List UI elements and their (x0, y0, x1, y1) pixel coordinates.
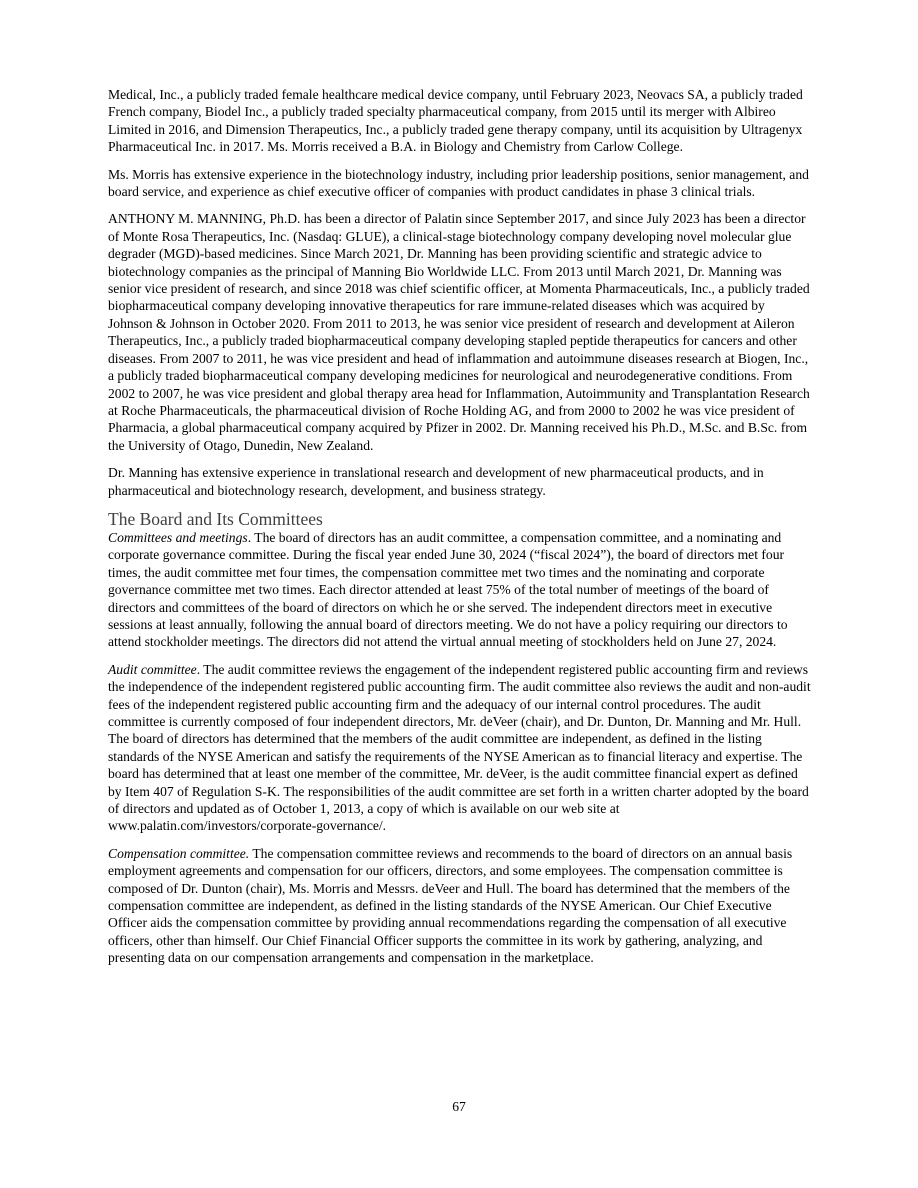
paragraph-manning-bio: ANTHONY M. MANNING, Ph.D. has been a director of Palatin since September 2017, and since July 2023 has been a director of Monte Rosa Therapeutics, Inc. (Nasdaq: GLUE), a clinical-stage biotechnology company developing novel molecular glue degrader (MGD)-based medicines. Since March 2021, Dr. Manning has been providing scientific and strategic advice to biotechnology companies as the principal of Manning Bio Worldwide LLC. From 2013 until March 2021, Dr. Manning was senior vice president of research, and since 2018 was chief scientific officer, at Momenta Pharmaceuticals, Inc., a publicly traded biopharmaceutical company developing innovative therapeutics for rare immune-related diseases which was acquired by Johnson & Johnson in October 2020. From 2011 to 2013, he was senior vice president of research and development at Aileron Therapeutics, Inc., a publicly traded biopharmaceutical company developing stapled peptide therapeutics for cancers and other diseases. From 2007 to 2011, he was vice president and head of inflammation and autoimmune diseases research at Biogen, Inc., a publicly traded biopharmaceutical company developing medicines for neurological and neurodegenerative conditions. From 2002 to 2007, he was vice president and global therapy area head for Inflammation, Autoimmunity and Transplantation Research at Roche Pharmaceuticals, the pharmaceutical division of Roche Holding AG, and from 2000 to 2002 he was vice president of Pharmacia, a global pharmaceutical company acquired by Pfizer in 2002. Dr. Manning received his Ph.D., M.Sc. and B.Sc. from the University of Otago, Dunedin, New Zealand. (108, 211, 810, 453)
lead-suffix: . (196, 661, 201, 677)
lead-suffix: . (247, 529, 252, 545)
lead-in-committees-meetings: Committees and meetings (108, 529, 248, 545)
paragraph-committees-meetings (108, 529, 812, 651)
committees-meetings-text: The board of directors has an audit committee, a compensation committee, and a nominating and corporate governance committee. During the fiscal year ended June 30, 2024 (“fiscal 2024”), the board of directors met four times, the audit committee met four times, the compensation committee met two times and the nominating and corporate governance committee met two times. Each director attended at least 75% of the total number of meetings of the board of directors and committees of the board of directors on which he or she served. The independent directors meet in executive sessions at least annually, following the annual board of directors meeting. We do not have a policy requiring our directors to attend stockholder meetings. The directors did not attend the virtual annual meeting of stockholders held on June 27, 2024. (108, 529, 788, 650)
compensation-committee-text: The compensation committee reviews and recommends to the board of directors on an annual basis employment agreements and compensation for our officers, directors, and some employees. The compensation committee is composed of Dr. Dunton (chair), Ms. Morris and Messrs. deVeer and Hull. The board has determined that the members of the compensation committee are independent, as defined in the listing standards of the NYSE American. Our Chief Executive Officer aids the compensation committee by providing annual recommendations regarding the compensation of all executive officers, other than himself. Our Chief Financial Officer supports the committee in its work by gathering, analyzing, and presenting data on our compensation arrangements and compensation in the marketplace. (108, 845, 793, 966)
page-body (108, 86, 812, 977)
lead-in-compensation-committee: Compensation committee. (108, 845, 250, 861)
section-heading-board-committees: The Board and Its Committees (108, 508, 323, 529)
paragraph-audit-committee (108, 661, 812, 835)
paragraph-morris-experience: Ms. Morris has extensive experience in the biotechnology industry, including prior leadership positions, senior management, and board service, and experience as chief executive officer of companies with product candidates in phase 3 clinical trials. (108, 166, 809, 200)
lead-in-audit-committee: Audit committee (108, 661, 197, 677)
paragraph-compensation-committee (108, 845, 812, 967)
paragraph-manning-experience: Dr. Manning has extensive experience in translational research and development of new pharmaceutical products, and in pharmaceutical and biotechnology research, development, and business strategy. (108, 465, 764, 498)
page-number: 67 (452, 1099, 466, 1114)
audit-committee-text: The audit committee reviews the engagement of the independent registered public accounting firm and reviews the independence of the independent registered public accounting firm. The audit committee also reviews the audit and non-audit fees of the independent registered public accounting firm and the adequacy of our internal control procedures. The audit committee is currently composed of four independent directors, Mr. deVeer (chair), and Dr. Dunton, Dr. Manning and Mr. Hull. The board of directors has determined that the members of the audit committee are independent, as defined in the listing standards of the NYSE American and satisfy the requirements of the NYSE American as to financial literacy and expertise. The board has determined that at least one member of the committee, Mr. deVeer, is the audit committee financial expert as defined by Item 407 of Regulation S-K. The responsibilities of the audit committee are set forth in a written charter adopted by the board of directors and updated as of October 1, 2013, a copy of which is available on our web site at www.palatin.com/investors/corporate-governance/. (108, 661, 811, 834)
paragraph-morris-bio-continued: Medical, Inc., a publicly traded female healthcare medical device company, until February 2023, Neovacs SA, a publicly traded French company, Biodel Inc., a publicly traded specialty pharmaceutical company, from 2015 until its merger with Albireo Limited in 2016, and Dimension Therapeutics, Inc., a publicly traded gene therapy company, until its acquisition by Ultragenyx Pharmaceutical Inc. in 2017. Ms. Morris received a B.A. in Biology and Chemistry from Carlow College. (108, 87, 803, 155)
